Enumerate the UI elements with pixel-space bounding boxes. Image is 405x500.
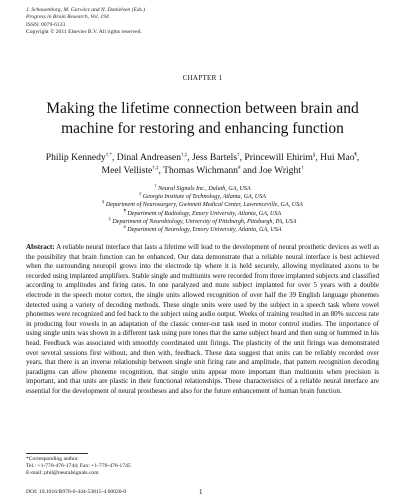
doi: DOI: 10.1016/B978-0-444-53815-4.00020-0	[26, 489, 127, 495]
article-title: Making the lifetime connection between brain and machine for restoring and enhancing function	[46, 100, 359, 137]
author: Princewill Ehirim§	[244, 152, 316, 163]
abstract-text: A reliable neural interface that lasts a lifetime will lead to the development of neural prosthetic devices as well as the possibility that brain function can be enhanced. Our data demonstrate that a reliable neural interface is best achieved when the surrounding neuropil grows into the electrode tip where it is held securely, allowing myelinated axons to be recorded using implanted amplifiers. Stable single and multiunits were recorded from three implanted subjects and classified according to amplitudes and firing rates. In one paralyzed and mute subject implanted for over 5 years with a double electrode in the speech motor cortex, the single units allowed recognition of over half the 39 English language phonemes detected using a variety of decoding methods. These single units were used by the subject in a speech task where vowel phonemes were recognized and fed back to the subject using audio output. Weeks of training resulted in an 80% success rate in producing four vowels in an adaptation of the classic center-out task used in motor control studies. The importance of using single units was shown in a different task using pure tones that the same subject heard and then sung or hummed in his head. Feedback was associated with smoothly coordinated unit firings. The plasticity of the unit firings was demonstrated over several sessions first without, and then with, feedback. These data suggest that units can be reliably recorded over years, that there is an inverse relationship between single unit firing rate and amplitude, that pattern recognition decoding paradigms can allow phoneme recognition, that single units appear more important than multiunits when precision is important, and that units are plastic in their functional relationships. These characteristics of a reliable neural interface are essential for the development of neural prostheses and also for the future enhancement of human brain function.	[26, 243, 379, 395]
editors-line: J. Schouenborg, M. Garwicz and N. Danielsen (Eds.)	[26, 7, 146, 13]
author: Jess Bartels†	[192, 152, 240, 163]
contact-phone: Tel.: +1-770-476-1744; Fax: +1-770-476-1745	[26, 463, 131, 470]
author-list: Philip Kennedy†,*, Dinal Andreasen†,‡, Jess Bartels†, Princewill Ehirim§, Hui Mao¶, Meel Velliste†,‡, Thomas Wichmann# and Joe Wright†	[45, 152, 360, 176]
footnote	[26, 456, 326, 478]
copyright-line: Copyright © 2011 Elsevier B.V. All rights reserved.	[26, 28, 142, 35]
affiliation: † Neural Signals Inc., Duluth, GA, USA	[154, 182, 251, 192]
issn-line: ISSN: 0079-6123	[26, 21, 66, 28]
affiliation: ‡ Georgia Institute of Technology, Atlanta, GA, USA	[139, 191, 266, 201]
corresponding-author-note: *Corresponding author.	[26, 456, 79, 462]
author: Meel Velliste†,‡	[101, 164, 159, 176]
author: Dinal Andreasen†,‡	[116, 152, 188, 163]
author: Thomas Wichmann#	[163, 164, 241, 176]
contact-email: E-mail: phil@neuralsignals.com	[26, 470, 99, 477]
footnote-divider	[26, 453, 88, 454]
author: Joe Wright†	[259, 164, 304, 176]
series-line: Progress in Brain Research, Vol. 194	[26, 14, 109, 21]
affiliation: ¶ Department of Radiology, Emory University, Atlanta, GA, USA	[123, 207, 282, 217]
chapter-label: CHAPTER 1	[182, 74, 223, 82]
affiliation: # Department of Neurology, Emory University, Atlanta, GA, USA	[123, 223, 282, 234]
affiliation: ‡ Department of Neurobiology, University of Pittsburgh, Pittsburgh, PA, USA	[108, 215, 297, 225]
affiliation: § Department of Neurosurgery, Gwinnett Medical Center, Lawrenceville, GA, USA	[102, 199, 303, 209]
page-number: 1	[199, 488, 203, 496]
abstract-label: Abstract:	[26, 243, 55, 251]
affiliation-list	[20, 182, 385, 234]
author: Hui Mao¶	[320, 152, 357, 163]
journal-header	[26, 7, 386, 36]
author: Philip Kennedy†,*	[45, 152, 112, 163]
abstract	[26, 243, 379, 397]
